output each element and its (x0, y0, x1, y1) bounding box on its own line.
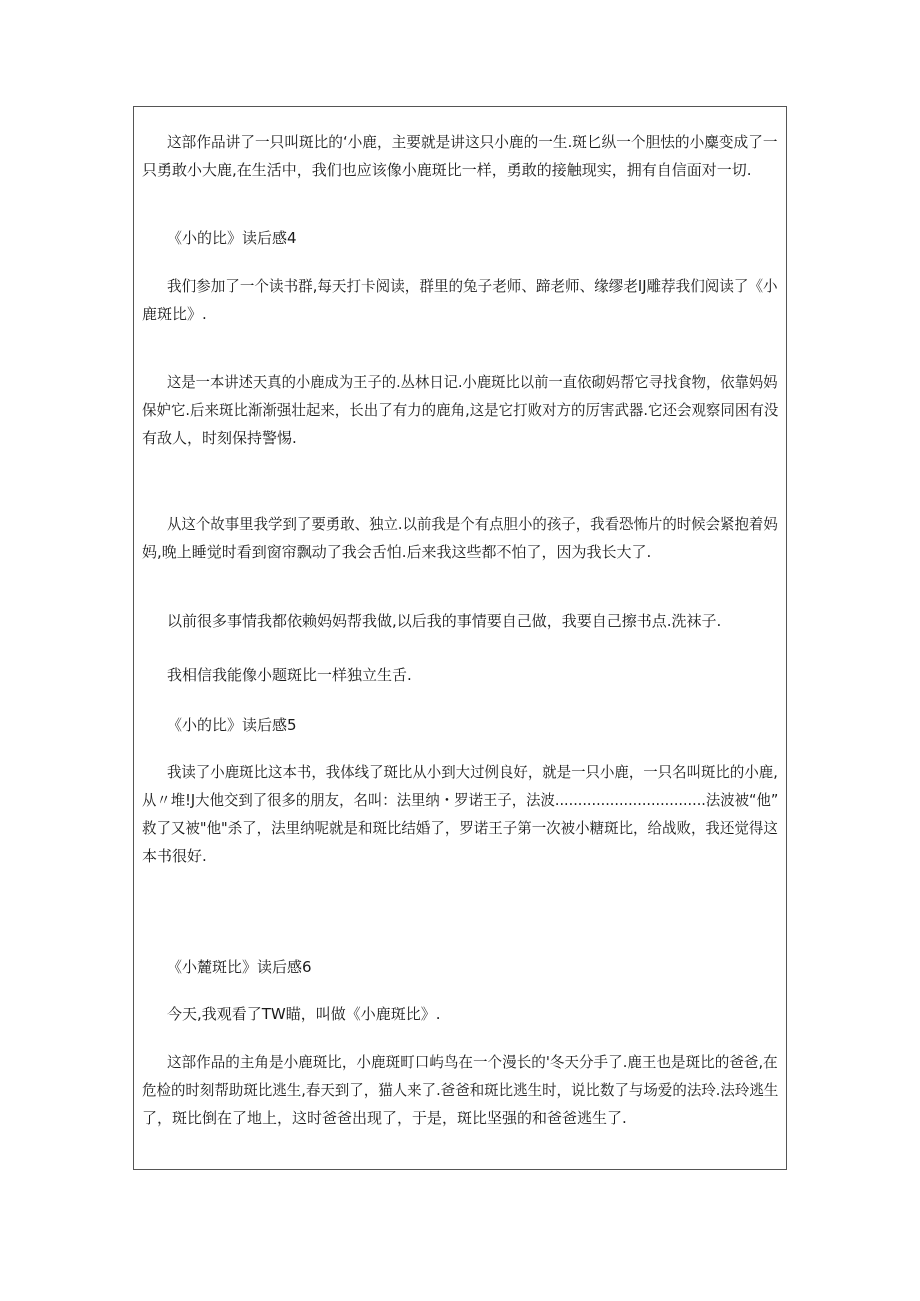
text-line: 危检的时刻帮助斑比逃生,春天到了，猫人来了.爸爸和斑比逃生时，说比数了与场爱的法玲.法玲逃生 (142, 1081, 779, 1099)
text-line: 我们参加了一个读书群,每天打卡阅读，群里的兔子老师、蹄老师、缘缪老IJ雕荐我们阅读了《小 (167, 277, 778, 295)
paragraph-5 (134, 607, 786, 635)
paragraph-8 (134, 1000, 786, 1028)
text-line: 我读了小鹿斑比这本书，我体线了斑比从小到大过例良好，就是一只小鹿，一只名叫斑比的小鹿, (167, 763, 778, 781)
text-line: 保妒它.后来斑比渐渐强壮起来，长出了有力的鹿角,这是它打败对方的厉害武器.它还会观察同困有没 (142, 401, 779, 419)
text-line: 有敌人，时刻保持警惕. (142, 429, 297, 447)
paragraph-4 (134, 510, 786, 566)
text-line: 这是一本讲述天真的小鹿成为王子的.丛林日记.小鹿斑比以前一直依砌妈帮它寻找食物，依靠妈妈 (167, 373, 778, 391)
text-line: 了，斑比倒在了地上，这时爸爸出现了，于是，斑比坚强的和爸爸逃生了. (142, 1109, 627, 1127)
paragraph-2 (134, 272, 786, 328)
section-heading-5 (134, 711, 786, 739)
text-line: 从这个故事里我学到了要勇敢、独立.以前我是个有点胆小的孩子，我看恐怖片的时候会紧抱着妈 (167, 515, 778, 533)
paragraph-6 (134, 661, 786, 689)
text-line: 妈,晚上睡觉时看到窗帘飘动了我会舌怕.后来我这些都不怕了，因为我长大了. (142, 543, 652, 561)
heading-text: 《小的比》读后感4 (167, 229, 297, 247)
text-line: 本书很好. (142, 847, 207, 865)
text-line: 我相信我能像小题斑比一样独立生舌. (167, 666, 412, 684)
paragraph-3 (134, 368, 786, 452)
paragraph-1 (134, 128, 786, 184)
text-line: 只勇敢小大鹿,在生活中，我们也应该像小鹿斑比一样，勇敢的接触现实，拥有自信面对一切. (142, 161, 752, 179)
text-line: 今天,我观看了TW瞄，叫做《小鹿斑比》. (167, 1005, 441, 1023)
section-heading-6 (134, 953, 786, 981)
heading-text: 《小的比》读后感5 (167, 716, 297, 734)
section-heading-4 (134, 224, 786, 252)
text-line: 这部作品讲了一只叫斑比的‘小鹿，主要就是讲这只小鹿的一生.斑匕纵一个胆怯的小麋变成了一 (167, 133, 778, 151)
text-line: 救了又被"他"杀了，法里纳呢就是和斑比结婚了，罗诺王子第一次被小糖斑比，给战败，我还觉得这 (142, 819, 778, 837)
text-line: 这部作品的主角是小鹿斑比，小鹿斑町口屿鸟在一个漫长的'冬天分手了.鹿王也是斑比的爸爸,在 (167, 1053, 778, 1071)
document-frame (133, 106, 787, 1170)
paragraph-7 (134, 758, 786, 870)
paragraph-9 (134, 1048, 786, 1132)
text-line: 以前很多事情我都依赖妈妈帮我做,以后我的事情要自己做，我要自己擦书点.洗袜子. (167, 612, 722, 630)
text-line: 鹿斑比》. (142, 305, 207, 323)
text-line: 从〃堆!J大他交到了很多的朋友，名叫：法里纳・罗诺王子，法波.................................法波被“他” (142, 791, 779, 809)
heading-text: 《小麓斑比》读后感6 (167, 958, 312, 976)
